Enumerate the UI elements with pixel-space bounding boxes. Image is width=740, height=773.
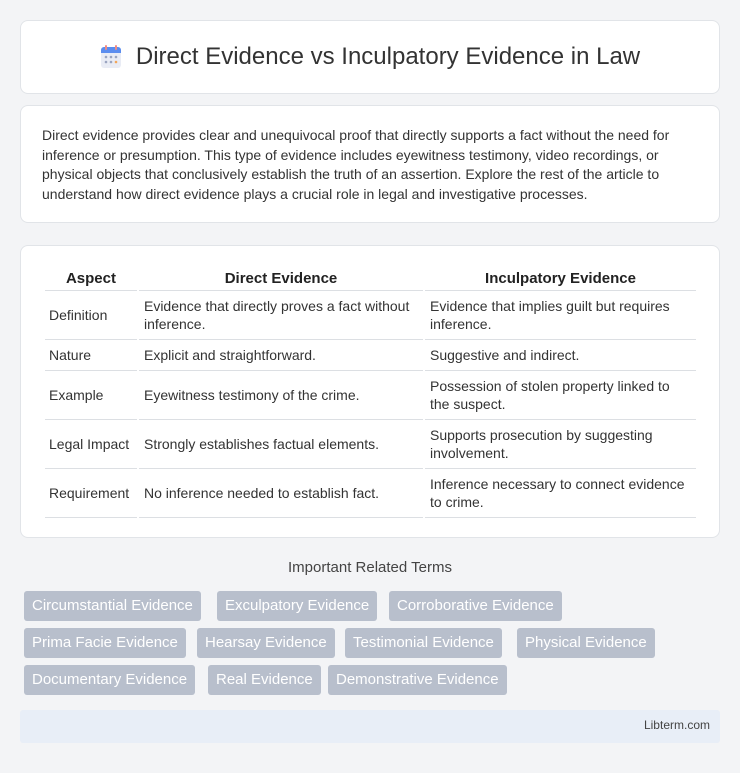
related-term-tag[interactable]: Corroborative Evidence	[389, 591, 562, 621]
table-cell: Definition	[45, 291, 137, 340]
table-cell: Example	[45, 371, 137, 420]
table-cell: Supports prosecution by suggesting involvement.	[425, 420, 696, 469]
table-cell: Evidence that implies guilt but requires inference.	[425, 291, 696, 340]
column-header-direct: Direct Evidence	[139, 266, 423, 291]
table-cell: Requirement	[45, 469, 137, 518]
related-term-tag[interactable]: Testimonial Evidence	[345, 628, 502, 658]
table-cell: Strongly establishes factual elements.	[139, 420, 423, 469]
intro-text: Direct evidence provides clear and unequivocal proof that directly supports a fact without the need for inference or presumption. This type of evidence includes eyewitness testimony, video recordings, or physical objects that conclusively establish the truth of an assertion. Explore the rest of the article to understand how direct evidence plays a crucial role in legal and investigative processes.	[42, 127, 670, 202]
related-term-tag[interactable]: Exculpatory Evidence	[217, 591, 377, 621]
comparison-table	[43, 266, 698, 518]
footer-site-link[interactable]: Libterm.com	[643, 718, 710, 732]
document-icon	[100, 45, 122, 69]
intro-card	[20, 105, 720, 223]
table-row	[45, 420, 696, 469]
table-cell: Suggestive and indirect.	[425, 340, 696, 371]
table-row	[45, 291, 696, 340]
related-terms-title: Important Related Terms	[288, 559, 452, 576]
related-term-tag[interactable]: Circumstantial Evidence	[24, 591, 201, 621]
comparison-table-card	[20, 245, 720, 538]
table-cell: Legal Impact	[45, 420, 137, 469]
table-cell: Evidence that directly proves a fact without inference.	[139, 291, 423, 340]
table-row	[45, 469, 696, 518]
related-term-tag[interactable]: Demonstrative Evidence	[328, 665, 507, 695]
table-cell: Nature	[45, 340, 137, 371]
table-cell: Explicit and straightforward.	[139, 340, 423, 371]
table-header-row	[45, 266, 696, 291]
column-header-inculpatory: Inculpatory Evidence	[425, 266, 696, 291]
related-term-tag[interactable]: Documentary Evidence	[24, 665, 195, 695]
related-term-tag[interactable]: Real Evidence	[208, 665, 321, 695]
page-title: Direct Evidence vs Inculpatory Evidence in Law	[135, 43, 641, 70]
footer	[20, 710, 720, 743]
table-cell: No inference needed to establish fact.	[139, 469, 423, 518]
header-card	[20, 20, 720, 94]
related-term-tag[interactable]: Physical Evidence	[517, 628, 655, 658]
table-cell: Inference necessary to connect evidence to crime.	[425, 469, 696, 518]
related-term-tag[interactable]: Prima Facie Evidence	[24, 628, 186, 658]
table-row	[45, 371, 696, 420]
table-cell: Eyewitness testimony of the crime.	[139, 371, 423, 420]
column-header-aspect: Aspect	[45, 266, 137, 291]
related-term-tag[interactable]: Hearsay Evidence	[197, 628, 335, 658]
table-cell: Possession of stolen property linked to the suspect.	[425, 371, 696, 420]
table-row	[45, 340, 696, 371]
